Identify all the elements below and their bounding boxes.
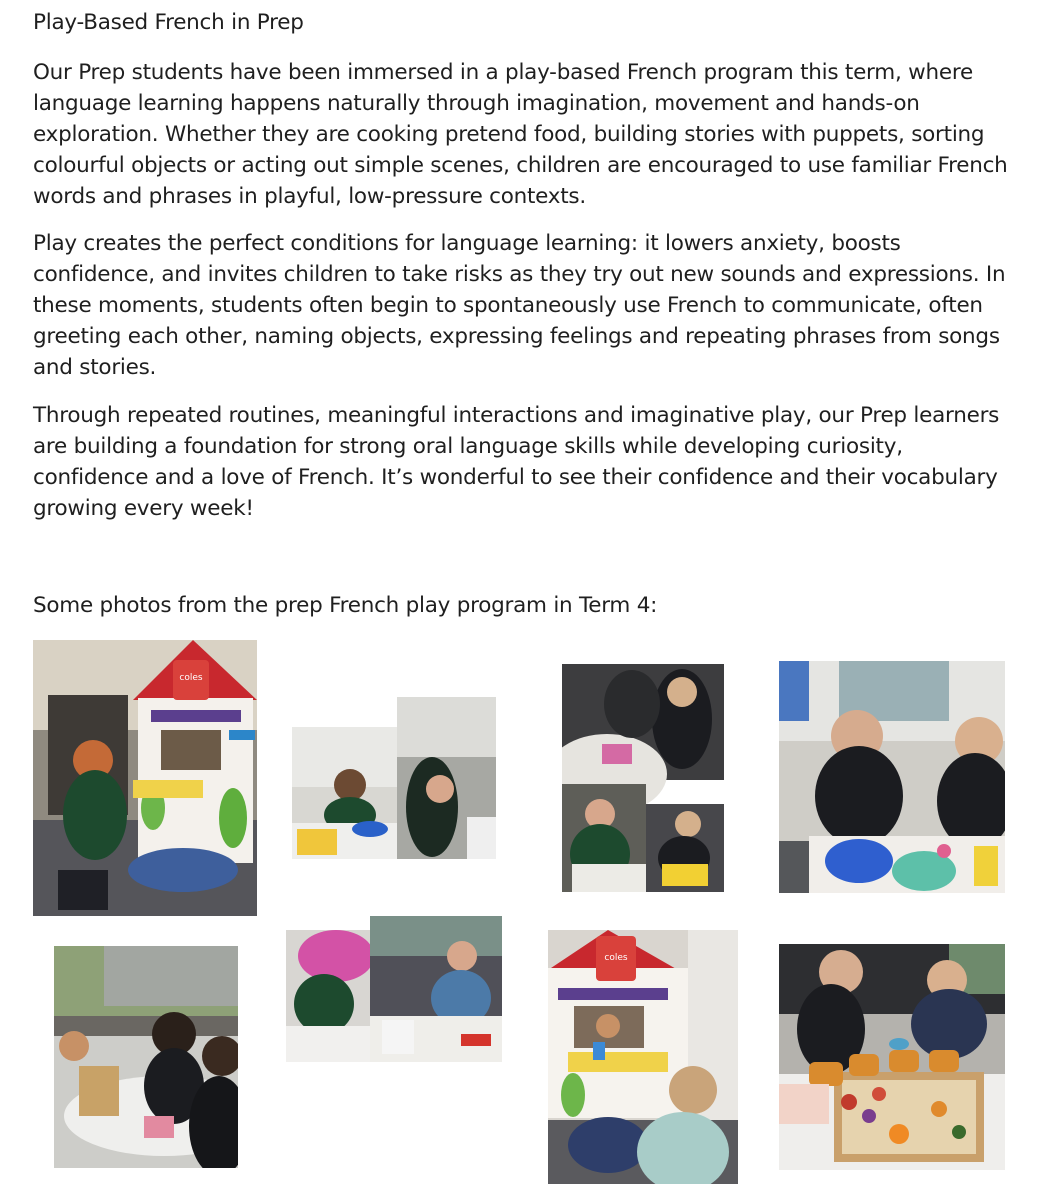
photo-boys-at-table bbox=[54, 946, 238, 1168]
photo-girl-at-little-shop bbox=[33, 640, 257, 916]
photo-pretend-food bbox=[779, 944, 1005, 1170]
article-title: Play-Based French in Prep bbox=[33, 10, 304, 35]
photo-collage-activities bbox=[562, 664, 724, 892]
photo-collage-drawing bbox=[286, 916, 502, 1062]
shop-sign-text: coles bbox=[179, 673, 203, 683]
photo-child-at-little-shop bbox=[548, 930, 738, 1184]
paragraph-2: Play creates the perfect conditions for language learning: it lowers anxiety, boosts confidence, and invites children to take risks as they try out new sounds and expressions. In these moments, students often begin to spontaneously use French to communicate, often greeting each other, naming objects, expressing feelings and repeating phrases from songs and stories. bbox=[33, 231, 1006, 380]
photos-caption: Some photos from the prep French play program in Term 4: bbox=[33, 593, 658, 618]
photo-boys-with-toys bbox=[779, 661, 1005, 893]
shop-sign-text-2: coles bbox=[604, 953, 628, 963]
photo-collage-painting bbox=[292, 697, 496, 859]
paragraph-1: Our Prep students have been immersed in a play-based French program this term, where language learning happens naturally through imagination, movement and hands-on exploration. Whether they are cooking pretend food, building stories with puppets, sorting colourful objects or acting out simple scenes, children are encouraged to use familiar French words and phrases in playful, low-pressure contexts. bbox=[33, 60, 1008, 209]
paragraph-3: Through repeated routines, meaningful interactions and imaginative play, our Prep learners are building a foundation for strong oral language skills while developing curiosity, confidence and a love of French. It’s wonderful to see their confidence and their vocabulary growing every week! bbox=[33, 403, 1000, 521]
